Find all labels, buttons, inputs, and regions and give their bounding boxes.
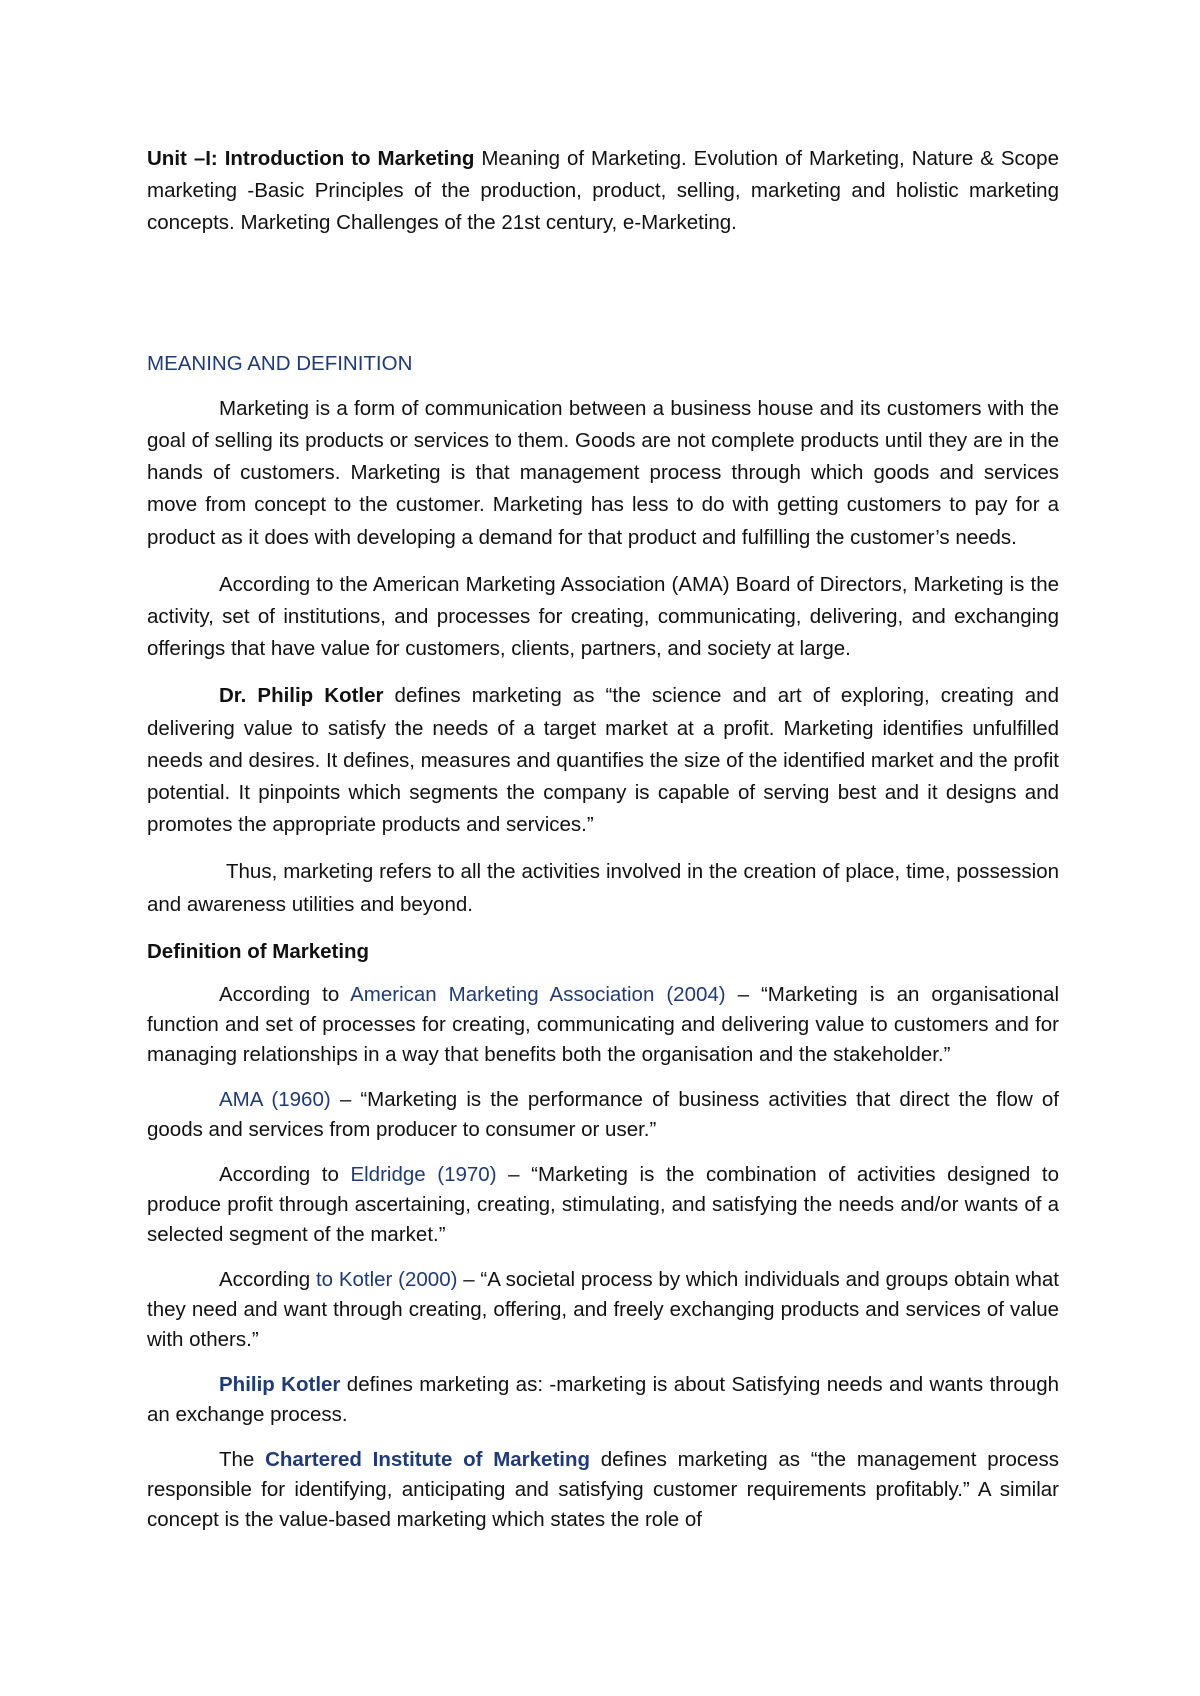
- ama-2004-text: – “Marketing is an organisational function and set of processes for creating, communicating and delivering value to customers and for managing relationships in a way that benefits both the organisation and the stakeholder.”: [147, 983, 1060, 1067]
- cim-name: Chartered Institute of Marketing: [265, 1448, 591, 1472]
- kotler-name: Dr. Philip Kotler: [219, 684, 384, 708]
- meaning-heading: MEANING AND DEFINITION: [147, 351, 413, 375]
- ama-1960-text: – “Marketing is the performance of business activities that direct the flow of goods and services from producer to consumer or user.”: [147, 1088, 1059, 1142]
- kotler-2000-source: to Kotler (2000): [315, 1268, 458, 1292]
- philip-kotler-paragraph: [147, 1370, 1059, 1430]
- kotler-definition-text: defines marketing as “the science and art of exploring, creating and delivering value to satisfy the needs of a target market at a profit. Marketing identifies unfulfilled needs and desires. It defines, measures and quantifies the size of the identified market and the profit potential. It pinpoints which segments the company is capable of serving best and it designs and promotes the appropriate products and services.”: [147, 684, 1059, 837]
- unit-intro-paragraph: [147, 143, 1059, 240]
- definition-heading: Definition of Marketing: [147, 939, 370, 963]
- cim-paragraph: [147, 1445, 1059, 1535]
- philip-kotler-text: defines marketing as: -marketing is about Satisfying needs and wants through an exchange process.: [147, 1373, 1059, 1427]
- cim-prefix: The: [219, 1448, 266, 1472]
- kotler-definition-paragraph: [147, 680, 1059, 841]
- ama-1960-paragraph: [147, 1085, 1059, 1145]
- kotler-2000-paragraph: [147, 1265, 1059, 1355]
- unit-description: Meaning of Marketing. Evolution of Marketing, Nature & Scope marketing -Basic Principles of the production, product, selling, marketing and holistic marketing concepts. Marketing Challenges of the 21st century, e-Marketing.: [147, 147, 1059, 235]
- ama-1960-source: AMA (1960): [219, 1088, 331, 1112]
- eldridge-text: – “Marketing is the combination of activities designed to produce profit through ascertaining, creating, stimulating, and satisfying the needs and/or wants of a selected segment of the market.”: [147, 1163, 1059, 1247]
- meaning-paragraph-ama: According to the American Marketing Association (AMA) Board of Directors, Marketing is the activity, set of institutions, and processes for creating, communicating, delivering, and exchanging offerings that have value for customers, clients, partners, and society at large.: [147, 572, 1059, 661]
- kotler-2000-prefix: According: [219, 1268, 316, 1292]
- philip-kotler-name: Philip Kotler: [219, 1373, 341, 1397]
- cim-text: defines marketing as “the management process responsible for identifying, anticipating and satisfying customer requirements profitably.” A similar concept is the value-based marketing which states the role of: [147, 1448, 1060, 1532]
- document-body: [147, 143, 1059, 1550]
- ama-2004-prefix: According to: [219, 983, 351, 1007]
- ama-2004-paragraph: [147, 980, 1059, 1070]
- eldridge-paragraph: [147, 1160, 1059, 1250]
- eldridge-prefix: According to: [219, 1163, 351, 1187]
- meaning-paragraph-1: Marketing is a form of communication between a business house and its customers with the goal of selling its products or services to them. Goods are not complete products until they are in the hands of customers. Marketing is that management process through which goods and services move from concept to the customer. Marketing has less to do with getting customers to pay for a product as it does with developing a demand for that product and fulfilling the customer’s needs.: [147, 396, 1059, 549]
- unit-title: Unit –I: Introduction to Marketing: [147, 147, 475, 170]
- kotler-2000-text: – “A societal process by which individuals and groups obtain what they need and want through creating, offering, and freely exchanging products and services of value with others.”: [147, 1268, 1059, 1352]
- eldridge-source: Eldridge (1970): [350, 1163, 497, 1187]
- thus-paragraph: Thus, marketing refers to all the activities involved in the creation of place, time, possession and awareness utilities and beyond.: [147, 860, 1059, 916]
- ama-2004-source: American Marketing Association (2004): [350, 983, 726, 1007]
